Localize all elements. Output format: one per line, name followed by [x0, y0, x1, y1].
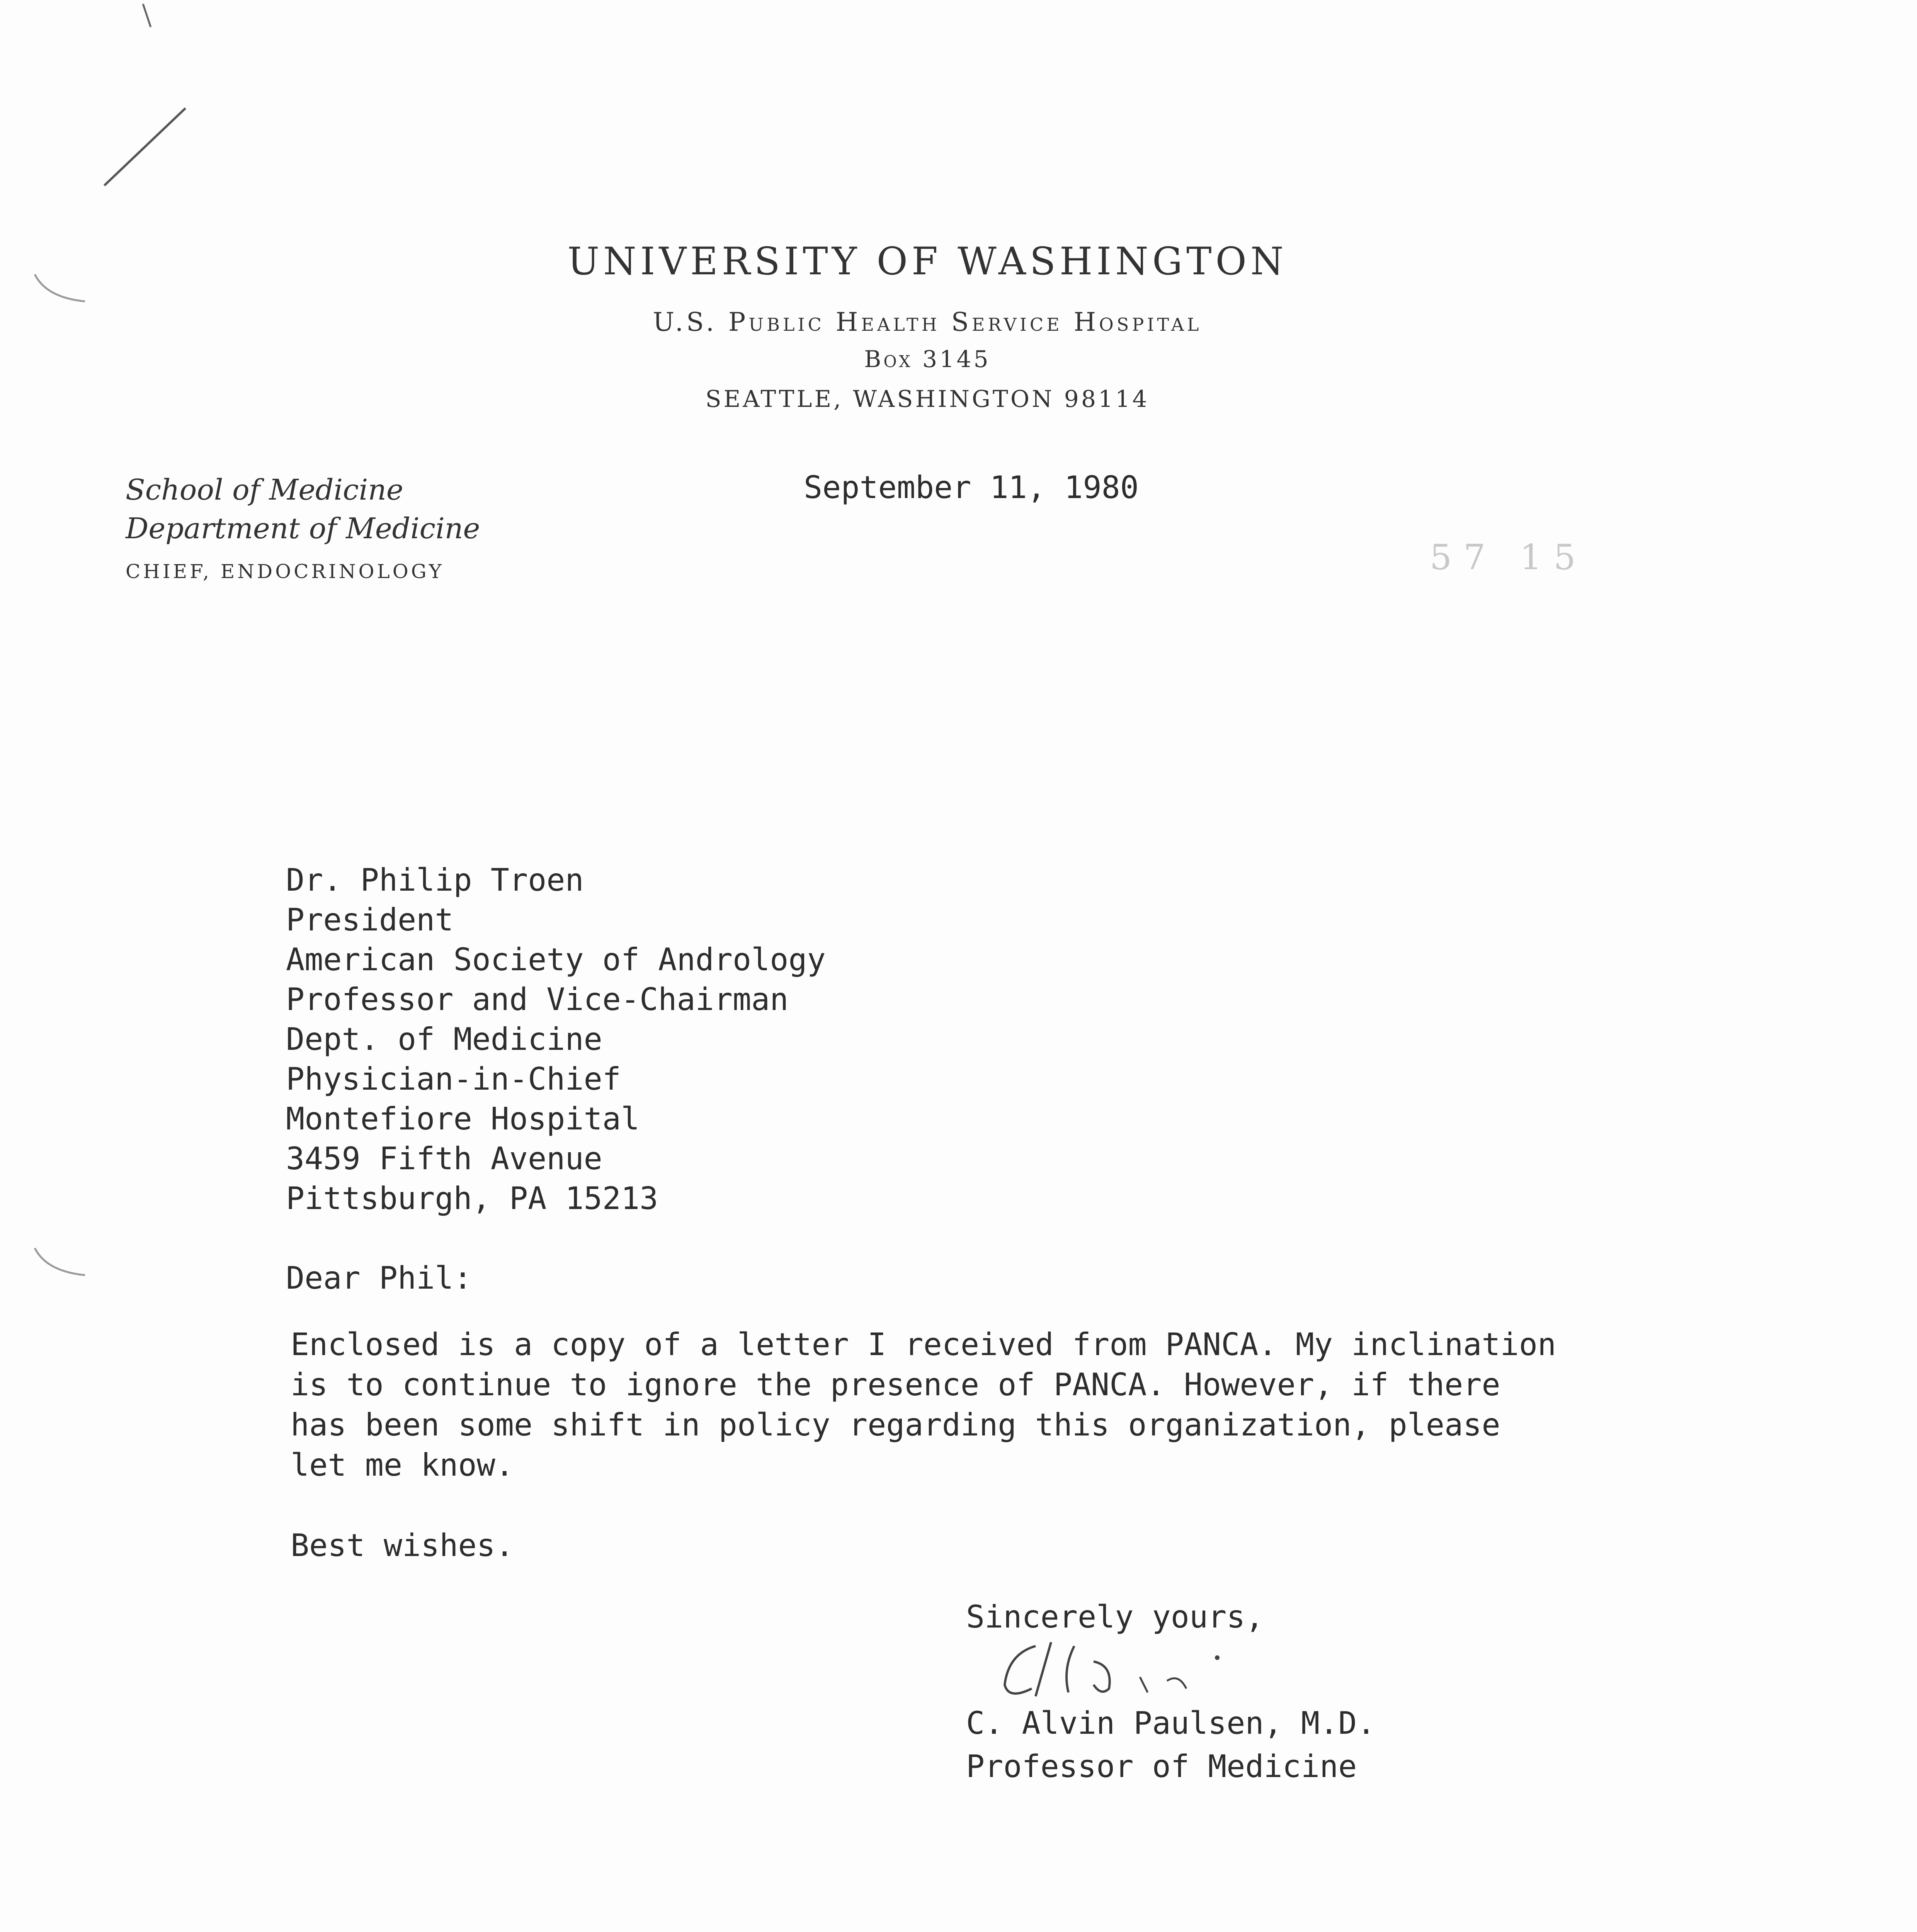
sign-off: Sincerely yours,	[966, 1599, 1264, 1635]
letterhead-hospital: U.S. Public Health Service Hospital	[653, 307, 1202, 337]
signature-image	[985, 1631, 1256, 1708]
punch-hole-mark	[31, 270, 93, 317]
salutation: Dear Phil:	[286, 1260, 472, 1296]
body-line: Enclosed is a copy of a letter I received from PANCA. My inclination	[291, 1327, 1556, 1362]
recipient-line: Pittsburgh, PA 15213	[286, 1180, 658, 1216]
body-paragraph	[291, 1329, 1556, 1490]
recipient-line: American Society of Andrology	[286, 942, 826, 978]
body-line: has been some shift in policy regarding this organization, please	[291, 1407, 1500, 1443]
recipient-line: 3459 Fifth Avenue	[286, 1141, 602, 1177]
letterhead-city: SEATTLE, WASHINGTON 98114	[705, 386, 1150, 413]
department-chief: CHIEF, ENDOCRINOLOGY	[126, 560, 444, 583]
recipient-line: Physician-in-Chief	[286, 1061, 621, 1097]
signer-name: C. Alvin Paulsen, M.D.	[966, 1705, 1376, 1741]
body-line: let me know.	[291, 1447, 514, 1483]
recipient-address	[286, 862, 826, 1223]
department-school: School of Medicine	[126, 473, 403, 507]
body-line: is to continue to ignore the presence of PANCA. However, if there	[291, 1367, 1500, 1403]
pen-stroke	[89, 97, 205, 197]
letterhead-box: Box 3145	[864, 346, 991, 373]
department-name: Department of Medicine	[126, 512, 480, 545]
recipient-line: Professor and Vice-Chairman	[286, 981, 789, 1017]
recipient-line: President	[286, 902, 454, 938]
recipient-line: Montefiore Hospital	[286, 1101, 640, 1137]
closing-line: Best wishes.	[291, 1527, 514, 1563]
pen-mark	[128, 0, 205, 46]
punch-hole-mark	[31, 1244, 93, 1291]
recipient-line: Dept. of Medicine	[286, 1021, 602, 1057]
received-stamp: 57 15	[1430, 537, 1587, 578]
signer-title: Professor of Medicine	[966, 1748, 1357, 1784]
signer-block	[966, 1705, 1376, 1794]
letterhead-university: UNIVERSITY OF WASHINGTON	[567, 240, 1288, 284]
letter-date: September 11, 1980	[804, 469, 1139, 505]
recipient-line: Dr. Philip Troen	[286, 862, 584, 898]
